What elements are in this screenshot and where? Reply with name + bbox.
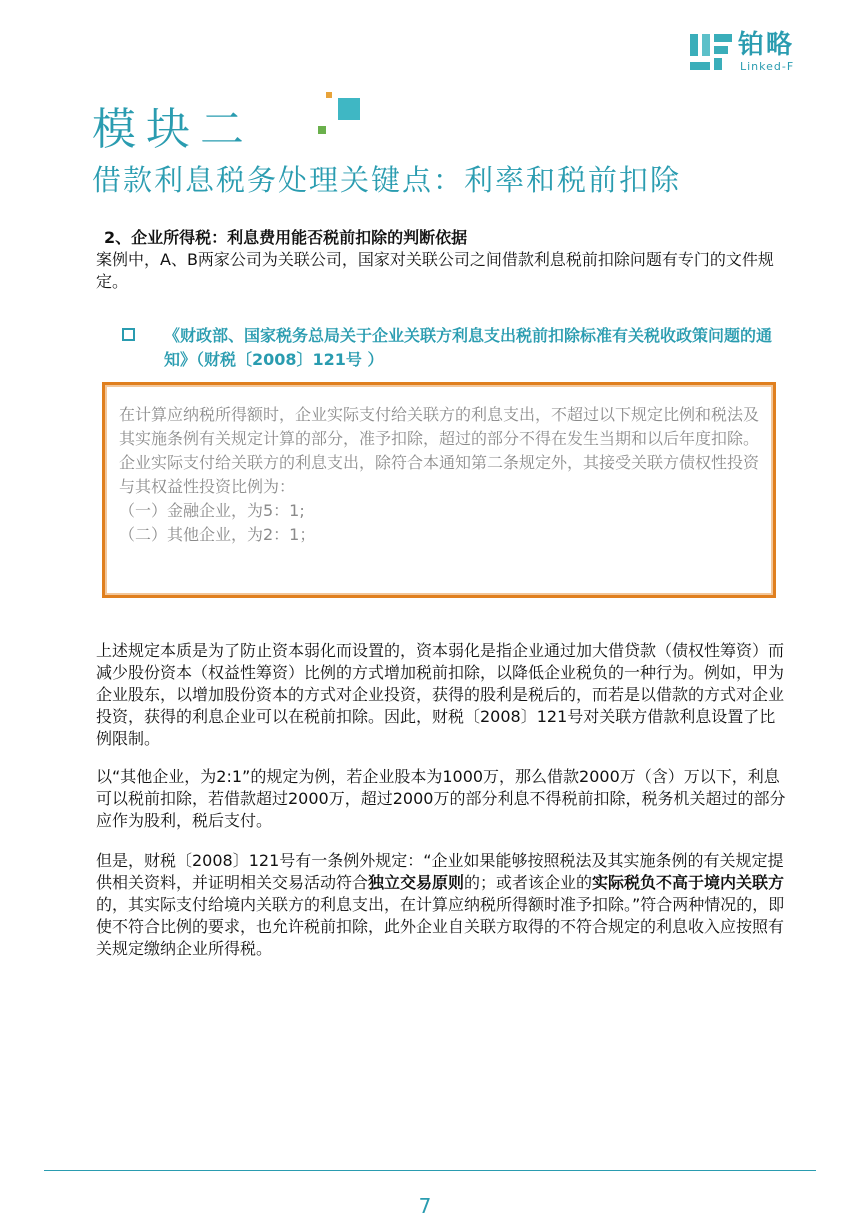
exception-text-c: 的；或者该企业的 [464,873,593,892]
footer-divider [44,1170,816,1171]
exception-text-a: 但是，财税〔2008〕121号有一条例外规定：“企业如果能够按照税法及其实施条例的有关规定提供相关资料，并证明相关交易活动符合 [96,851,784,892]
regulation-quote-box [102,382,776,598]
notice-title: 《财政部、国家税务总局关于企业关联方利息支出税前扣除标准有关税收政策问题的通知》（财税〔2008〕121号 ） [164,326,773,369]
quote-item-2: （二）其他企业，为2：1； [119,525,316,544]
example-paragraph: 以“其他企业，为2:1”的规定为例，若企业股本为1000万，那么借款2000万（含）万以下，利息可以税前扣除，若借款超过2000万，超过2000万的部分利息不得税前扣除，税务机关超过的部分应作为股利，税后支付。 [96,767,786,830]
explanation-paragraph: 上述规定本质是为了防止资本弱化而设置的，资本弱化是指企业通过加大借贷款（债权性筹资）而减少股份资本（权益性筹资）比例的方式增加税前扣除，以降低企业税负的一种行为。例如，甲为企业股东，以增加股份资本的方式对企业投资，获得的股利是税后的，而若是以借款的方式对企业投资，获得的利息企业可以在税前扣除。因此，财税〔2008〕121号对关联方借款利息设置了比例限制。 [96,641,785,748]
intro-paragraph: 案例中，A、B两家公司为关联公司，国家对关联公司之间借款利息税前扣除问题有专门的文件规定。 [96,250,774,291]
section-subtitle: 借款利息税务处理关键点：利率和税前扣除 [92,163,682,197]
exception-bold-tax-burden: 实际税负不高于境内关联方 [592,873,785,892]
decorative-squares-icon [316,90,364,142]
quote-paragraph-2: 企业实际支付给关联方的利息支出，除符合本通知第二条规定外，其接受关联方债权性投资与其权益性投资比例为： [119,453,760,496]
exception-text-e: 的，其实际支付给境内关联方的利息支出，在计算应纳税所得额时准予扣除。”符合两种情况的，即使不符合比例的要求，也允许税前扣除，此外企业自关联方取得的不符合规定的利息收入应按照有关规定缴纳企业所得税。 [96,895,785,958]
checkbox-square-icon [122,328,135,341]
section-heading: 2、企业所得税：利息费用能否税前扣除的判断依据 [104,228,468,247]
page-number: 7 [418,1194,432,1218]
exception-bold-arm-length: 独立交易原则 [368,873,465,892]
module-title: 模块二 [92,104,254,155]
quote-paragraph-1: 在计算应纳税所得额时，企业实际支付给关联方的利息支出，不超过以下规定比例和税法及其实施条例有关规定计算的部分，准予扣除，超过的部分不得在发生当期和以后年度扣除。 [119,405,760,448]
logo-mark-icon [690,34,732,72]
exception-paragraph [96,850,788,960]
quote-item-1: （一）金融企业，为5：1; [119,501,305,520]
brand-logo [690,30,820,76]
logo-english-name: Linked-F [740,60,795,73]
logo-chinese-name: 铂略 [738,30,795,60]
